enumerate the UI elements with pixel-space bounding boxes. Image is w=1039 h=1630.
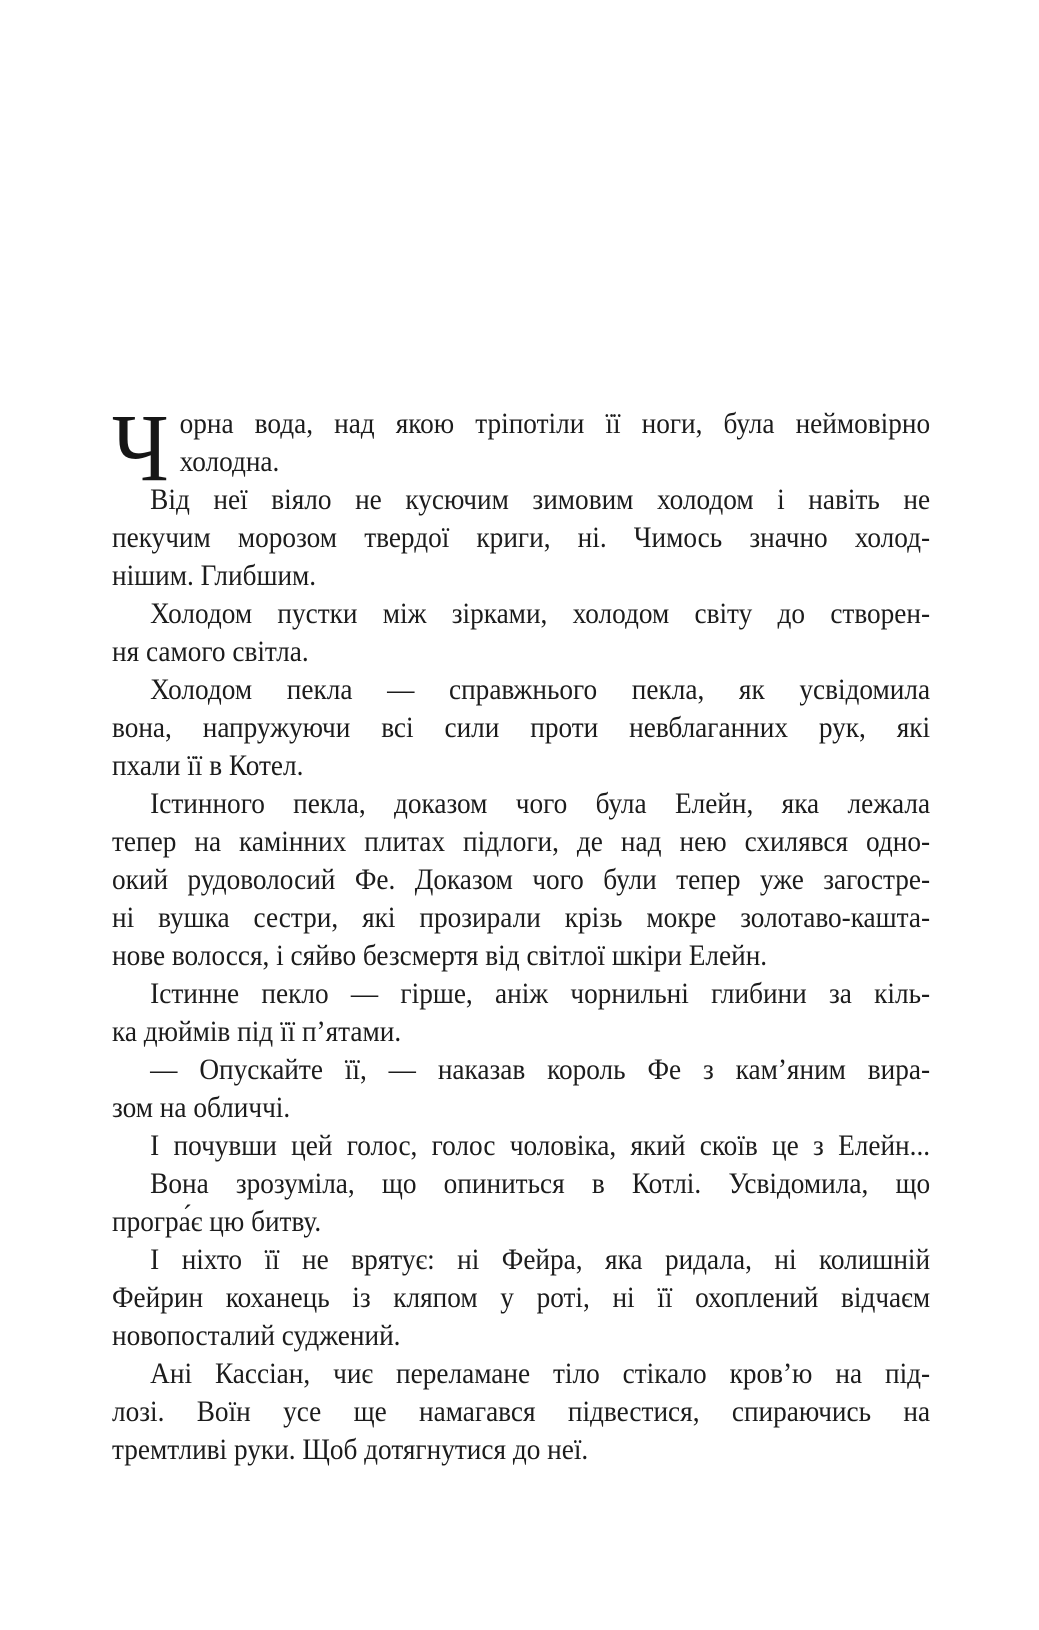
text-line: Холодом пекла — справжнього пекла, як усвідомила bbox=[150, 673, 931, 706]
text-line: Ані Кассіан, чиє переламане тіло стікало кров’ю на під- bbox=[150, 1357, 931, 1390]
text-line: — Опускайте її, — наказав король Фе з кам’яним вира- bbox=[150, 1053, 931, 1086]
text-line: лозі. Воїн усе ще намагався підвестися, спираючись на bbox=[112, 1395, 931, 1428]
text-line: нішим. Глибшим. bbox=[112, 559, 317, 592]
text-line: пхали її в Котел. bbox=[112, 749, 304, 782]
text-line: Від неї віяло не кусючим зимовим холодом і навіть не bbox=[150, 483, 931, 516]
paragraph bbox=[112, 1355, 930, 1469]
text-line: ня самого світла. bbox=[112, 635, 309, 668]
text-line: Істинне пекло — гірше, аніж чорнильні глибини за кіль- bbox=[150, 977, 931, 1010]
text-line: Вона зрозуміла, що опиниться в Котлі. Усвідомила, що bbox=[150, 1167, 931, 1200]
text-line: І почувши цей голос, голос чоловіка, який скоїв це з Елейн... bbox=[150, 1129, 931, 1162]
text-line: Істинного пекла, доказом чого була Елейн, яка лежала bbox=[150, 787, 931, 820]
paragraph bbox=[112, 671, 930, 785]
text-line: зом на обличчі. bbox=[112, 1091, 291, 1124]
text-line: ні вушка сестри, які прозирали крізь мокре золотаво-кашта- bbox=[112, 901, 931, 934]
text-line: Холодом пустки між зірками, холодом світу до створен- bbox=[150, 597, 931, 630]
drop-cap: Ч bbox=[112, 394, 169, 501]
text-line: вона, напружуючи всі сили проти невблаганних рук, які bbox=[112, 711, 931, 744]
text-line: програ́є цю битву. bbox=[112, 1205, 322, 1238]
text-line: тремтливі руки. Щоб дотягнутися до неї. bbox=[112, 1433, 589, 1466]
text-line: орна вода, над якою тріпотіли її ноги, була неймовірно bbox=[179, 407, 931, 440]
text-block bbox=[112, 394, 931, 1469]
paragraph bbox=[112, 595, 930, 671]
paragraph bbox=[112, 1127, 930, 1165]
paragraph bbox=[112, 1051, 930, 1127]
text-line: новопосталий суджений. bbox=[112, 1319, 401, 1352]
text-line: Фейрин коханець із кляпом у роті, ні її охоплений відчаєм bbox=[112, 1281, 931, 1314]
paragraph bbox=[112, 785, 930, 975]
text-line: тепер на камінних плитах підлоги, де над нею схилявся одно- bbox=[112, 825, 931, 858]
text-line: нове волосся, і сяйво безсмертя від світлої шкіри Елейн. bbox=[112, 939, 768, 972]
text-line: окий рудоволосий Фе. Доказом чого були тепер уже загостре- bbox=[112, 863, 931, 896]
paragraph bbox=[112, 975, 930, 1051]
text-line: І ніхто її не врятує: ні Фейра, яка ридала, ні колишній bbox=[150, 1243, 931, 1276]
text-line: холодна. bbox=[179, 445, 280, 478]
paragraph bbox=[112, 1241, 930, 1355]
text-line: ка дюймів під її п’ятами. bbox=[112, 1015, 402, 1048]
paragraph bbox=[112, 1165, 930, 1241]
text-line: пекучим морозом твердої криги, ні. Чимось значно холод- bbox=[112, 521, 931, 554]
paragraph bbox=[112, 481, 930, 595]
